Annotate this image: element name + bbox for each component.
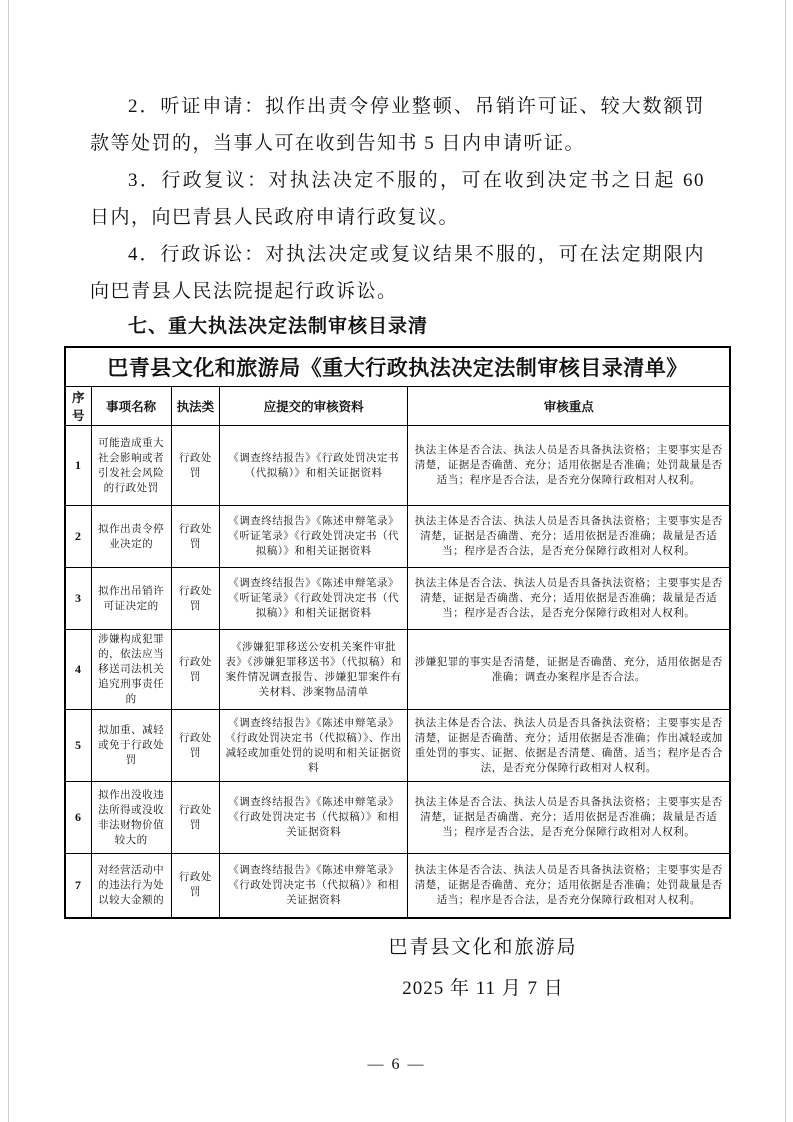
issuing-authority: 巴青县文化和旅游局 — [388, 936, 578, 958]
cell-item-name: 拟作出责令停业决定的 — [91, 506, 171, 568]
page-number: — 6 — — [367, 1056, 426, 1073]
header-materials: 应提交的审核资料 — [219, 387, 408, 426]
cell-item-name: 拟作出没收违法所得或没收非法财物价值较大的 — [91, 782, 171, 854]
cell-seq: 7 — [65, 854, 91, 918]
cell-enforcement-type: 行政处罚 — [171, 506, 219, 568]
cell-item-name: 涉嫌构成犯罪的，依法应当移送司法机关追究刑事责任的 — [91, 630, 171, 710]
header-review-focus: 审核重点 — [408, 387, 730, 426]
table-row — [65, 630, 730, 710]
cell-materials: 《调查终结报告》《陈述申辩笔录》《听证笔录》《行政处罚决定书（代拟稿）》和相关证据资料 — [219, 506, 408, 568]
table-row — [65, 506, 730, 568]
cell-materials: 《调查终结报告》《陈述申辩笔录》《行政处罚决定书（代拟稿）》和相关证据资料 — [219, 782, 408, 854]
cell-seq: 1 — [65, 426, 91, 506]
cell-enforcement-type: 行政处罚 — [171, 426, 219, 506]
table-header-row — [65, 387, 730, 426]
cell-seq: 3 — [65, 568, 91, 630]
paragraph-administrative-litigation: 4．行政诉讼：对执法决定或复议结果不服的，可在法定期限内向巴青县人民法院提起行政诉讼。 — [90, 244, 705, 302]
cell-enforcement-type: 行政处罚 — [171, 710, 219, 782]
header-item-name: 事项名称 — [91, 387, 171, 426]
cell-item-name: 可能造成重大社会影响或者引发社会风险的行政处罚 — [91, 426, 171, 506]
cell-materials: 《调查终结报告》《陈述申辩笔录》《行政处罚决定书（代拟稿）》、作出减轻或加重处罚的说明和相关证据资料 — [219, 710, 408, 782]
section-heading: 七、重大执法决定法制审核目录清 — [128, 316, 429, 337]
cell-materials: 《涉嫌犯罪移送公安机关案件审批表》《涉嫌犯罪移送书》（代拟稿）和案件情况调查报告、涉嫌犯罪案件有关材料、涉案物品清单 — [219, 630, 408, 710]
cell-item-name: 拟作出吊销许可证决定的 — [91, 568, 171, 630]
cell-review-focus: 执法主体是否合法、执法人员是否具备执法资格；主要事实是否清楚，证据是否确凿、充分；适用依据是否准确；处罚裁量是否适当；程序是否合法，是否充分保障行政相对人权利。 — [408, 854, 730, 918]
table-row — [65, 426, 730, 506]
table-row — [65, 854, 730, 918]
cell-enforcement-type: 行政处罚 — [171, 568, 219, 630]
cell-item-name: 对经营活动中的违法行为处以较大金额的 — [91, 854, 171, 918]
cell-materials: 《调查终结报告》《陈述申辩笔录》《听证笔录》《行政处罚决定书（代拟稿）》和相关证据资料 — [219, 568, 408, 630]
cell-review-focus: 执法主体是否合法、执法人员是否具备执法资格；主要事实是否清楚，证据是否确凿、充分；适用依据是否准确；作出减轻或加重处罚的事实、证据、依据是否清楚、确凿、适当；程序是否合法，是否充分保障行政相对人权利。 — [408, 710, 730, 782]
legal-review-catalog-table — [64, 346, 731, 919]
scan-edge-right — [785, 0, 786, 1122]
paragraph-administrative-reconsideration: 3．行政复议：对执法决定不服的，可在收到决定书之日起 60 日内，向巴青县人民政府申请行政复议。 — [90, 170, 705, 228]
header-seq: 序号 — [65, 387, 91, 426]
cell-review-focus: 执法主体是否合法、执法人员是否具备执法资格；主要事实是否清楚，证据是否确凿、充分；适用依据是否准确；处罚裁量是否适当；程序是否合法，是否充分保障行政相对人权利。 — [408, 426, 730, 506]
issue-date: 2025 年 11 月 7 日 — [402, 977, 564, 999]
cell-enforcement-type: 行政处罚 — [171, 782, 219, 854]
table-row — [65, 710, 730, 782]
cell-review-focus: 涉嫌犯罪的事实是否清楚，证据是否确凿、充分，适用依据是否准确；调查办案程序是否合法。 — [408, 630, 730, 710]
cell-review-focus: 执法主体是否合法、执法人员是否具备执法资格；主要事实是否清楚，证据是否确凿、充分；适用依据是否准确；裁量是否适当；程序是否合法，是否充分保障行政相对人权利。 — [408, 506, 730, 568]
cell-seq: 6 — [65, 782, 91, 854]
paragraph-hearing-application: 2．听证申请：拟作出责令停业整顿、吊销许可证、较大数额罚款等处罚的，当事人可在收到告知书 5 日内申请听证。 — [90, 96, 705, 154]
cell-review-focus: 执法主体是否合法、执法人员是否具备执法资格；主要事实是否清楚，证据是否确凿、充分；适用依据是否准确；裁量是否适当；程序是否合法，是否充分保障行政相对人权利。 — [408, 568, 730, 630]
table-row — [65, 782, 730, 854]
table-title-row — [65, 347, 730, 387]
cell-review-focus: 执法主体是否合法、执法人员是否具备执法资格；主要事实是否清楚，证据是否确凿、充分；适用依据是否准确；裁量是否适当；程序是否合法，是否充分保障行政相对人权利。 — [408, 782, 730, 854]
signature-block — [323, 933, 643, 1004]
cell-enforcement-type: 行政处罚 — [171, 630, 219, 710]
cell-materials: 《调查终结报告》《行政处罚决定书（代拟稿）》和相关证据资料 — [219, 426, 408, 506]
table-title: 巴青县文化和旅游局《重大行政执法决定法制审核目录清单》 — [65, 347, 730, 387]
cell-seq: 4 — [65, 630, 91, 710]
table-row — [65, 568, 730, 630]
cell-item-name: 拟加重、减轻或免于行政处罚 — [91, 710, 171, 782]
cell-materials: 《调查终结报告》《陈述申辩笔录》《行政处罚决定书（代拟稿）》和相关证据资料 — [219, 854, 408, 918]
cell-seq: 2 — [65, 506, 91, 568]
cell-seq: 5 — [65, 710, 91, 782]
header-enforcement-type: 执法类 — [171, 387, 219, 426]
cell-enforcement-type: 行政处罚 — [171, 854, 219, 918]
scan-edge-left — [8, 0, 9, 1122]
